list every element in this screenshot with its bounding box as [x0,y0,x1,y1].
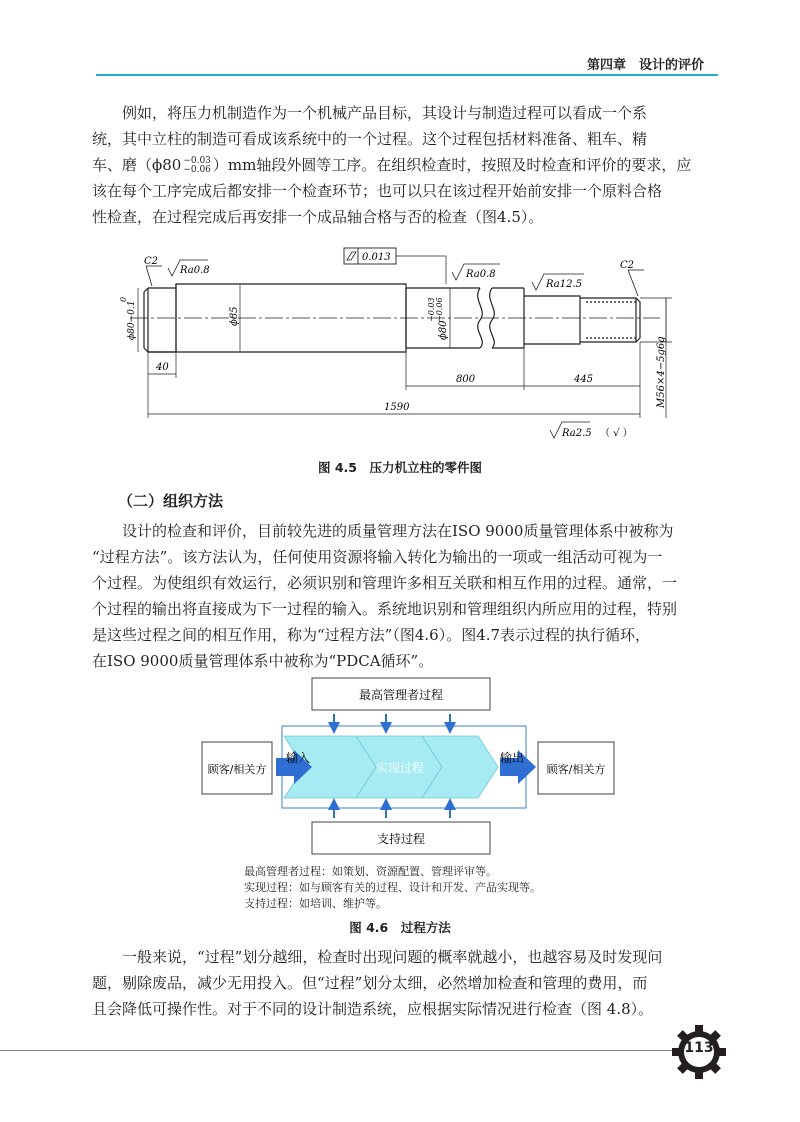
paragraph-1-line [92,152,712,178]
figure-4-5-caption: 图 4.5 压力机立柱的零件图 [318,460,482,475]
paragraph-3-line: 题，剔除废品，减少无用投入。但“过程”划分太细，必然增加检查和管理的费用，而 [92,974,648,992]
footer-rule [0,1050,690,1051]
figure-4-6-notes [244,864,541,912]
label-c2-left: C2 [144,256,159,267]
label-ra08-right: Ra0.8 [466,269,496,280]
paragraph-1-line: 该在每个工序完成后都安排一个检查环节；也可以只在该过程开始前安排一个原料合格 [92,182,663,200]
figure-4-6-diagram [200,676,620,856]
note-line: 支持过程：如培训、维护等。 [244,897,387,910]
paragraph-2-line: 设计的检查和评价，目前较先进的质量管理方法在ISO 9000质量管理体系中被称为 [122,522,674,540]
label-ra125: Ra12.5 [546,279,582,290]
header-rule [96,74,718,76]
paragraph-2-line: 个过程的输出将直接成为下一过程的输入。系统地识别和管理组织内所应用的过程，特别 [92,600,678,618]
paragraph-2 [92,518,712,674]
label-dim1590: 1590 [384,402,410,413]
label-dia85: ϕ85 [229,306,240,326]
label-dim800: 800 [456,374,476,385]
paragraph-2-line: 是这些过程之间的相互作用，称为“过程方法”（图4.6）。图4.7表示过程的执行循环， [92,626,651,644]
label-dia80-tol-lower: −0.06 [435,297,444,322]
label-flatness-value: 0.013 [362,252,391,263]
paragraph-3-line: 一般来说，“过程”划分越细，检查时出现问题的概率就越小，也越容易及时发现问 [122,948,663,966]
paragraph-1-line: 例如，将压力机制造作为一个机械产品目标，其设计与制造过程可以看成一个系 [122,104,648,122]
top-management-label: 最高管理者过程 [358,688,444,702]
output-label: 输出 [500,751,525,765]
label-dia80-mid: ϕ80 [438,320,449,340]
note-line: 实现过程：如与顾客有关的过程、设计和开发、产品实现等。 [244,881,541,894]
paragraph-1-line: 性检查，在过程完成后再安排一个成品轴合格与否的检查（图4.5）。 [92,208,544,226]
text-fragment: ）mm轴段外圆等工序。在组织检查时，按照及时检查和评价的要求，应 [212,156,692,174]
figure-4-6-caption: 图 4.6 过程方法 [349,920,451,935]
label-dim40: 40 [156,362,169,373]
section-heading: （二）组织方法 [118,492,224,510]
label-thread: M56×4−5g6g [656,336,667,408]
input-label: 输入 [286,751,311,765]
label-dia-left: ϕ80−0.1 [127,300,137,340]
page-number: 113 [684,1040,714,1056]
tolerance [183,157,211,175]
label-ra08-left: Ra0.8 [180,265,210,276]
realization-process-label: 实现过程 [375,761,425,775]
label-general-ra-paren: （ √ ） [600,428,633,439]
figure-4-5-drawing [100,240,700,450]
note-line: 最高管理者过程：如策划、资源配置、管理评审等。 [244,865,497,878]
paragraph-2-line: 个过程。为使组织有效运行，必须识别和管理许多相互关联和相互作用的过程。通常，一 [92,574,678,592]
paragraph-2-line: “过程方法”。该方法认为，任何使用资源将输入转化为输出的一项或一组活动可视为一 [92,548,663,566]
customer-label-right: 顾客/相关方 [546,763,606,776]
paragraph-1-line: 统，其中立柱的制造可看成该系统中的一个过程。这个过程包括材料准备、粗车、精 [92,130,648,148]
paragraph-1 [92,100,712,230]
label-dim445: 445 [574,374,594,385]
label-dia80-tol-upper: −0.03 [427,297,436,322]
label-c2-right: C2 [620,260,635,271]
paragraph-3-line: 且会降低可操作性。对于不同的设计制造系统，应根据实际情况进行检查（图 4.8）。 [92,1000,654,1018]
label-dia-left-upper: 0 [119,296,128,302]
label-general-ra: Ra2.5 [562,428,592,439]
support-process-label: 支持过程 [376,832,426,846]
tolerance-upper: −0.03 [183,156,211,166]
customer-label-left: 顾客/相关方 [207,763,267,776]
paragraph-3 [92,944,712,1022]
tolerance-lower: −0.06 [183,165,211,175]
paragraph-2-line: 在ISO 9000质量管理体系中被称为“PDCA循环”。 [92,652,434,670]
text-fragment: 车、磨（ϕ80 [92,156,182,174]
chapter-header: 第四章 设计的评价 [586,58,704,73]
